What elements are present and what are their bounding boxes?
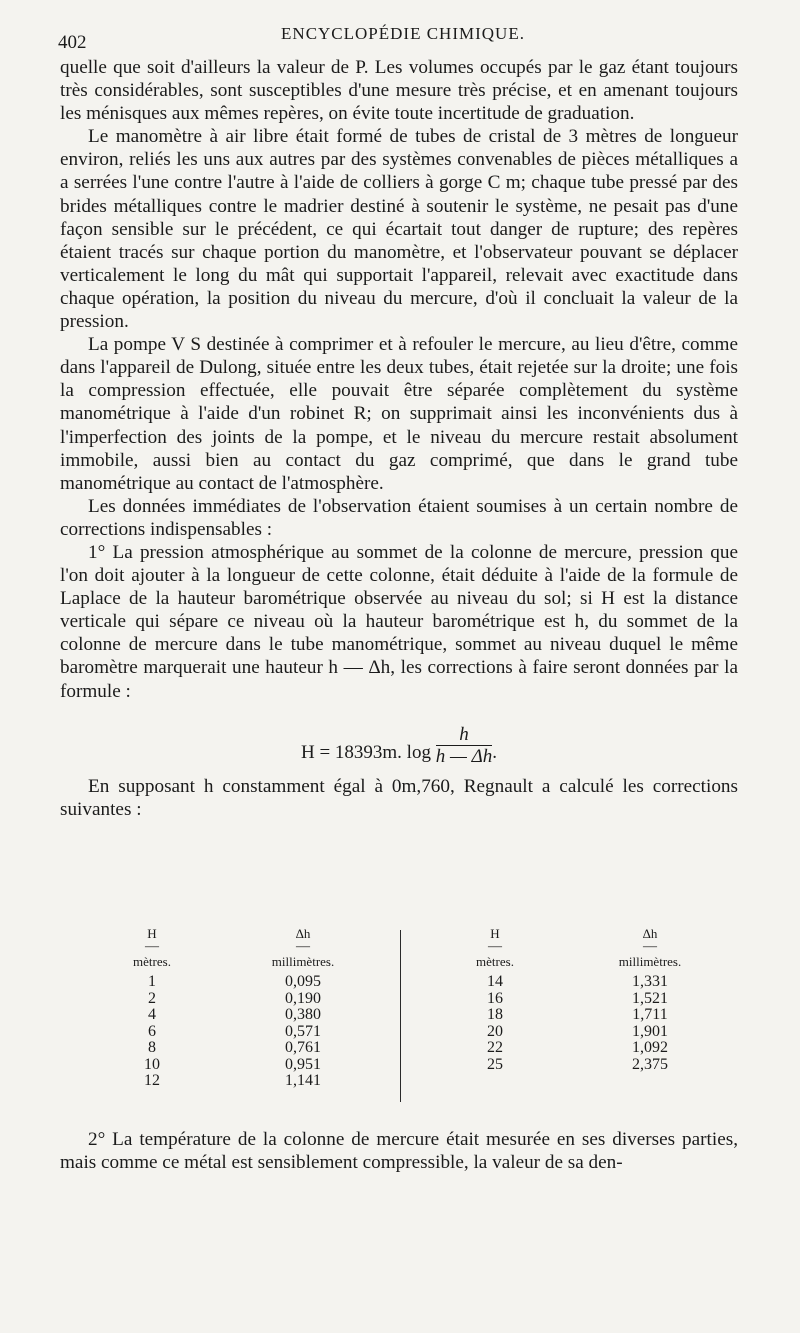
formula-end: . [492, 742, 498, 764]
right-dh-values [585, 974, 715, 1073]
table-cell: 10 [144, 1055, 160, 1073]
table-divider [400, 930, 401, 1102]
formula-denominator: h — Δh [435, 745, 493, 767]
header-dh-right: Δh [642, 926, 658, 941]
table-cell: 1 [148, 973, 156, 990]
header-dash: — [145, 939, 159, 954]
table-col-right-H [455, 926, 535, 1073]
body-text [60, 56, 738, 821]
table-cell: 16 [487, 989, 503, 1007]
table-cell: 8 [148, 1039, 156, 1056]
table-col-right-dh [585, 926, 715, 1073]
table-cell: 20 [487, 1022, 503, 1040]
corrections-table [60, 926, 750, 1106]
paragraph-4: Les données immédiates de l'observation étaient soumises à un certain nombre de corrections indispensables : [60, 495, 738, 540]
header-dash: — [643, 939, 657, 954]
table-cell: 0,095 [285, 973, 321, 990]
paragraph-6: En supposant h constamment égal à 0m,760, Regnault a calculé les corrections suivantes : [60, 775, 738, 820]
table-cell: 12 [144, 1072, 160, 1089]
paragraph-5: 1° La pression atmosphérique au sommet de la colonne de mercure, pression que l'on doit ajouter à la longueur de cette colonne, était déduite à l'aide de la formule de Laplace de la hauteur barométrique observée au niveau du sol; si H est la distance verticale qui sépare ce niveau où la hauteur barométrique est h, du sommet de la colonne de mercure dans le tube manométrique, sommet au niveau duquel le même baromètre marquerait une hauteur h — Δh, les corrections à faire seront données par la formule : [60, 541, 738, 702]
table-cell: 1,901 [632, 1022, 668, 1040]
table-cell: 18 [487, 1006, 503, 1023]
page-header [58, 18, 748, 53]
page-number: 402 [58, 32, 87, 53]
table-cell: 2 [148, 989, 156, 1007]
table-cell: 0,571 [285, 1022, 321, 1040]
right-H-values [455, 974, 535, 1073]
table-cell: 0,190 [285, 989, 321, 1007]
table-cell: 1,711 [632, 1006, 668, 1023]
unit-millimetres-left: millimètres. [271, 954, 335, 969]
unit-metres-right: mètres. [476, 954, 514, 969]
paragraph-2: Le manomètre à air libre était formé de tubes de cristal de 3 mètres de longueur environ, reliés les uns aux autres par des systèmes convenables de pièces métalliques a a serrées l'une contre l'autre à l'aide de colliers à gorge C m; chaque tube pressé par des brides métalliques contre le madrier destiné à soutenir le système, ne pesait pas d'une façon sensible sur le précédent, ce qui écartait tout danger de rupture; des repères étaient tracés sur chaque portion du manomètre, et l'observateur pouvant se déplacer verticalement le long du mât qui supportait l'appareil, relevait avec exactitude dans chaque opération, la position du niveau du mercure, d'où il concluait la valeur de la pression. [60, 126, 738, 333]
table-cell: 1,331 [632, 973, 668, 990]
header-H-left: H [147, 926, 157, 941]
header-H-right: H [490, 926, 500, 941]
table-cell: 4 [148, 1006, 156, 1023]
table-cell: 1,092 [632, 1039, 668, 1056]
formula-lhs: H = 18393m. log [300, 742, 431, 764]
paragraph-1: quelle que soit d'ailleurs la valeur de P. Les volumes occupés par le gaz étant toujours très considérables, sont susceptibles d'une mesure très précise, et en amenant toujours les ménisques aux mêmes repères, on évite toute incertitude de graduation. [60, 57, 738, 125]
table-cell: 6 [148, 1022, 156, 1040]
unit-metres-left: mètres. [133, 954, 171, 969]
formula-fraction [436, 725, 493, 768]
table-cell: 22 [487, 1039, 503, 1056]
table-cell: 1,521 [632, 989, 668, 1007]
table-cell: 2,375 [632, 1055, 668, 1073]
formula-numerator: h [436, 725, 493, 746]
table-col-left-dh [238, 926, 368, 1090]
header-dash: — [296, 939, 310, 954]
running-title: ENCYCLOPÉDIE CHIMIQUE. [281, 24, 525, 43]
left-dh-values [238, 974, 368, 1090]
table-cell: 0,951 [285, 1055, 321, 1073]
lower-text [60, 1128, 738, 1174]
table-cell: 14 [487, 973, 503, 990]
header-dash: — [488, 939, 502, 954]
laplace-formula [60, 719, 738, 767]
table-cell: 1,141 [285, 1072, 321, 1089]
table-cell: 0,761 [285, 1039, 321, 1056]
unit-millimetres-right: millimètres. [618, 954, 682, 969]
paragraph-7: 2° La température de la colonne de mercure était mesurée en ses diverses parties, mais comme ce métal est sensiblement compressible, la valeur de sa den- [60, 1129, 738, 1174]
table-cell: 25 [487, 1055, 503, 1073]
left-H-values [112, 974, 192, 1090]
table-col-left-H [112, 926, 192, 1090]
table-cell: 0,380 [285, 1006, 321, 1023]
paragraph-3: La pompe V S destinée à comprimer et à refouler le mercure, au lieu d'être, comme dans l'appareil de Dulong, située entre les deux tubes, était rejetée sur la droite; une fois la compression effectuée, elle pouvait être séparée complètement du système manométrique à l'aide d'un robinet R; on supprimait ainsi les inconvénients dus à l'imperfection des joints de la pompe, et le niveau du mercure restait absolument immobile, aussi bien au contact du gaz comprimé, que dans le grand tube manométrique au contact de l'atmosphère. [60, 334, 738, 494]
header-dh-left: Δh [295, 926, 311, 941]
